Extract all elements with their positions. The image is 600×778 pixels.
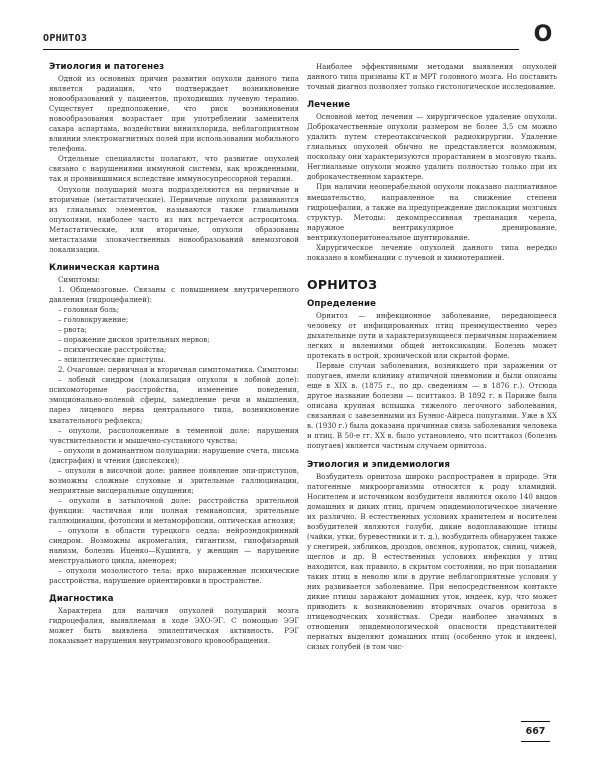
article-title: ОРНИТОЗ (307, 276, 378, 292)
paragraph: Возбудитель орнитоза широко распространен в природе. Эти патогенные микроорганизмы относятся к роду хламидий. Носителем и источником возбудителя являются около 140 видов домашних и диких птиц, причем эпидемиологическое значение их различно. В естественных условиях хранителем и носителем возбудителей являются голуби, дикие водоплавающие птицы (чайки, утки, буревестники и т. д.), возбудитель обнаружен также у снегирей, зябликов, дроздов, овсянок, куропаток, синиц, чижей, щеглов и др. В естественных условиях инфекция у птиц находится, как правило, в скрытом состоянии, но при попадании таких птиц в неволю или в другие неблагоприятные условия у них развивается заболевание. При непосредственном контакте дикие птицы заражают домашних уток, индеек, кур, что может приводить к возникновению вторичных очагов орнитоза в птицеводческих хозяйствах. Среди наиболее значимых в отношении эпидемиологической опасности представителей пернатых выделяют домашних птиц (особенно уток и индеек), сизых голубей (в том чис- (307, 471, 557, 652)
list-label: 1. Общемозговые. Связаны с повышением внутричерепного давления (гидроцефалией): (49, 284, 299, 304)
list-item: – головокружение; (58, 315, 129, 325)
heading-etiology-epidemiology: Этиология и эпидемиология (307, 459, 450, 470)
heading-clinical-picture: Клиническая картина (49, 262, 160, 273)
paragraph: Орнитоз — инфекционное заболевание, передающееся человеку от инфицированных птиц преимущественно через дыхательные пути и характеризующееся первичным поражением легких и явлениями общей интоксикации. Болезнь может протекать в острой, хронической или скрытой форме. (307, 310, 557, 361)
list-item: – опухоли, расположенные в теменной доле: нарушения чувствительности и мышечно-суставного чувства; (49, 425, 299, 445)
list-label: 2. Очаговые: первичная и вторичная симптоматика. Симптомы: (58, 365, 299, 375)
list-item: – опухоли в затылочной доле: расстройства зрительной функции: частичная или полная гемианопсия, зрительные галлюцинации, фотопсии и метаморфопсии, оптическая агнозия; (49, 495, 299, 525)
paragraph: Отдельные специалисты полагают, что развитие опухолей связано с нарушениями иммунной системы, как врожденными, так и проявившимися вследствие иммуносупрессорной терапии. (49, 154, 299, 184)
list-item: – опухоли в области турецкого седла: нейроэндокринный синдром. Возможны акромегалия, гигантизм, гипофизарный нанизм, болезнь Иценко—Кушинга, у женщин — нарушение менструального цикла, аменорея; (49, 526, 299, 566)
paragraph: Опухоли полушарий мозга подразделяются на первичные и вторичные (метастатические). Первичные опухоли развиваются из глиальных элементов, называются также глиальными опухолями, наиболее часто из них встречается астроцитома. Метастатические, или вторичные, опухоли образованы метастазами злокачественных новообразований внемозговой локализации. (49, 184, 299, 254)
paragraph: Основной метод лечения — хирургическое удаление опухоли. Доброкачественные опухоли размером не более 3,5 см можно удалить путем стереотаксической радиохирургии. Удаление глиальных опухолей обычно не представляется возможным, поскольку они характеризуются прорастанием в мозговую ткань. Неглиальные опухоли можно удалить полностью только при их доброкачественном характере. (307, 112, 557, 182)
section-letter: О (533, 22, 553, 47)
paragraph: Первые случаи заболевания, возникшего при заражении от попугаев, имели клинику атипичной пневмонии и были описаны еще в XIX в. (1875 г., по др. сведениям — в 1876 г.). Отсюда другое название болезни — пситтакоз. В 1892 г. в Париже была описана крупная вспышка тяжелого легочного заболевания, связанная с завезенными из Буэнос-Айреса попугаями. Уже в XX в. (1930 г.) была доказана причинная связь заболевания человека и птиц. В 50-е гг. XX в. было установлено, что пситтакоз (болезнь попугаев) является частным случаем орнитоза. (307, 361, 557, 451)
list-item: – головная боль; (58, 304, 120, 314)
list-item: – опухоли мозолистого тела: ярко выраженные психические расстройства, нарушение ориентировки в пространстве. (49, 566, 299, 586)
list-item: – эпилептические приступы. (58, 355, 166, 365)
paragraph: При наличии неоперабельной опухоли показано паллиативное вмешательство, направленное на снижение степени гидроцефалии, а также на предупреждение дислокации мозговых структур. Методы: декомпрессивная трепанация черепа, наружное вентрикулярное дренирование, вентрикулоперитонеальное шунтирование. (307, 182, 557, 242)
right-column (307, 62, 557, 652)
page-number: 667 (521, 721, 550, 742)
list-item: – психические расстройства; (58, 345, 167, 355)
heading-etiology-pathogenesis: Этиология и патогенез (49, 62, 165, 72)
running-title: ОРНИТОЗ (43, 33, 88, 44)
list-item: – рвота; (58, 325, 87, 335)
paragraph: Характерна для наличия опухолей полушарий мозга гидроцефалия, выявляемая в ходе ЭХО-ЭГ. С помощью ЭЭГ может быть выявлена эпилептическая активность. РЭГ показывает нарушения внутримозгового кровообращения. (49, 606, 299, 646)
paragraph: Наиболее эффективными методами выявления опухолей данного типа признаны КТ и МРТ головного мозга. Но поставить точный диагноз позволяет только гистологическое исследование. (307, 62, 557, 92)
heading-definition: Определение (307, 298, 377, 309)
list-item: – поражение дисков зрительных нервов; (58, 335, 210, 345)
paragraph: Симптомы: (58, 274, 100, 284)
heading-treatment: Лечение (307, 100, 351, 111)
paragraph: Хирургическое лечение опухолей данного типа нередко показано в комбинации с лучевой и химиотерапией. (307, 242, 557, 262)
running-header (43, 30, 519, 50)
list-item: – лобный синдром (локализация опухоли в лобной доле): психомоторные расстройства, изменение поведения, эмоционально-волевой сферы, замедление речи и мышления, парез лицевого нерва центрального типа, возникновение хватательного рефлекса; (49, 375, 299, 425)
heading-diagnostics: Диагностика (49, 594, 114, 605)
paragraph: Одной из основных причин развития опухоли данного типа является радиация, что подтверждает возникновение новообразований у пациентов, проходивших лучевую терапию. Существует предположение, что риск возникновения новообразования возрастает при употреблении заменителя сахара аспартама, воздействии винилхлорида, неблагоприятном влиянии электромагнитных полей при использовании мобильного телефона. (49, 74, 299, 154)
list-item: – опухоли в височной доле: раннее появление эпи-приступов, возможны сложные слуховые и зрительные галлюцинации, неприятные висцеральные ощущения; (49, 465, 299, 495)
list-item: – опухоли в доминантном полушарии: нарушение счета, письма (дисграфия) и чтения (дислексия); (49, 445, 299, 465)
left-column (49, 62, 299, 646)
